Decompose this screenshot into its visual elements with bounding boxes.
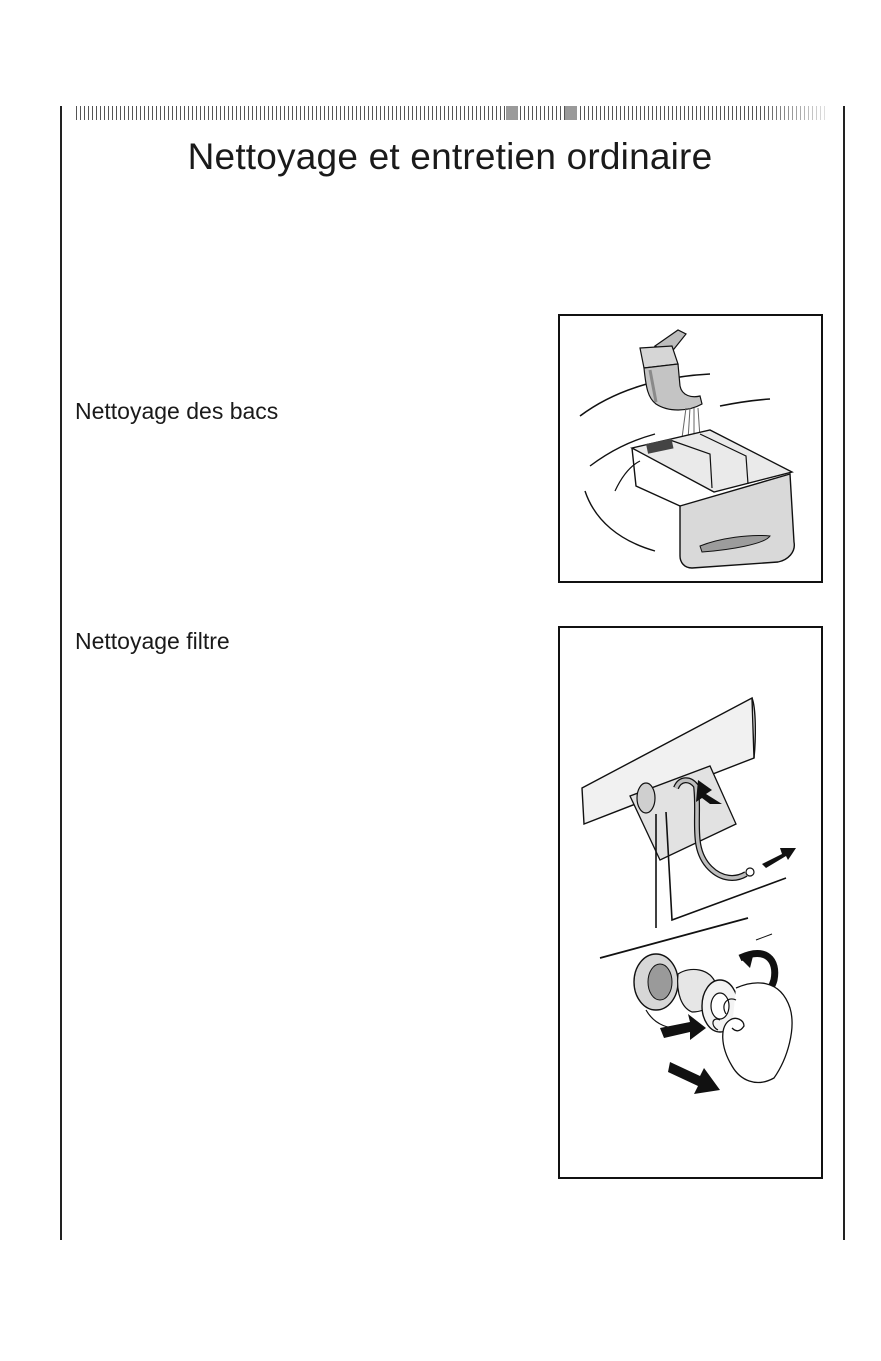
drain-filter-removal-illustration: [560, 628, 821, 1177]
right-margin-rule: [843, 106, 845, 1240]
section-heading-filtre: Nettoyage filtre: [75, 628, 230, 654]
left-margin-rule: [60, 106, 62, 1240]
header-tick-band: [76, 106, 828, 120]
page-title: Nettoyage et entretien ordinaire: [187, 136, 713, 177]
detergent-drawer-figure: [558, 314, 823, 583]
section-heading-bacs: Nettoyage des bacs: [75, 398, 279, 424]
header-tick-marker: [506, 106, 518, 120]
header-tick-fade: [760, 106, 828, 120]
drain-filter-figure: [558, 626, 823, 1179]
detergent-drawer-rinse-illustration: [560, 316, 821, 581]
header-tick-marker: [565, 106, 577, 120]
